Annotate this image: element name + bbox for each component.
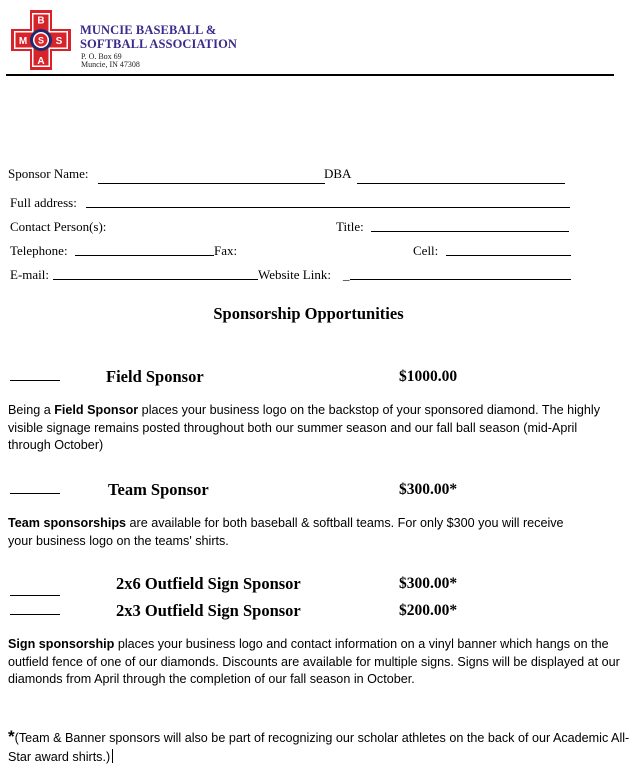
- email-label: E-mail:: [10, 267, 49, 282]
- logo-letter-right: S: [55, 36, 63, 47]
- sponsor-name-field[interactable]: [98, 183, 325, 184]
- title-label: Title:: [336, 219, 364, 234]
- footnote-asterisk: *: [8, 727, 15, 746]
- website-label: Website Link:: [258, 267, 331, 282]
- org-name-line1: MUNCIE BASEBALL &: [80, 23, 217, 37]
- dba-label: DBA: [324, 166, 352, 181]
- website-field[interactable]: [350, 279, 571, 280]
- contact-person-label: Contact Person(s):: [10, 219, 107, 234]
- sponsor-name-label: Sponsor Name:: [8, 166, 89, 181]
- footnote: [8, 728, 633, 766]
- full-address-field[interactable]: [86, 207, 570, 208]
- text-cursor: [112, 749, 113, 763]
- team-sponsor-title: Team Sponsor: [108, 480, 209, 499]
- field-sponsor-price: $1000.00: [399, 368, 458, 385]
- sign-2x6-checkbox-line[interactable]: [10, 595, 60, 596]
- sign-2x3-title: 2x3 Outfield Sign Sponsor: [116, 601, 301, 620]
- team-sponsor-checkbox-line[interactable]: [10, 493, 60, 494]
- telephone-field[interactable]: [75, 255, 214, 256]
- fax-label: Fax:: [214, 243, 238, 258]
- title-field[interactable]: [371, 231, 569, 232]
- org-name-line2: SOFTBALL ASSOCIATION: [80, 37, 238, 51]
- team-sponsor-description: Team sponsorships are available for both baseball & softball teams. For only $300 you will receive your business logo on the teams' shirts.: [8, 516, 564, 548]
- cell-label: Cell:: [413, 243, 439, 258]
- field-sponsor-description: Being a Field Sponsor places your business logo on the backstop of your sponsored diamond. The highly visible signage remains posted throughout both our summer season and our fall ball season (mid-April through October): [8, 403, 601, 453]
- sign-sponsor-description: Sign sponsorship places your business logo and contact information on a vinyl banner which hangs on the outfield fence of one of our diamonds. Discounts are available for multiple signs. Signs will be displayed at our diamonds from April through the completion of our fall season in October.: [8, 637, 620, 687]
- field-sponsor-title: Field Sponsor: [106, 367, 204, 386]
- sign-2x3-price: $200.00*: [399, 602, 458, 619]
- dba-field[interactable]: [357, 183, 565, 184]
- website-prefix: _: [343, 267, 350, 282]
- cell-field[interactable]: [446, 255, 571, 256]
- logo-letter-left: M: [18, 36, 28, 47]
- sign-2x3-checkbox-line[interactable]: [10, 614, 60, 615]
- telephone-label: Telephone:: [10, 243, 68, 258]
- logo-letter-top: B: [37, 15, 45, 27]
- footnote-text: (Team & Banner sponsors will also be part of recognizing our scholar athletes on the back of our Academic All-Star award shirts.): [8, 731, 630, 764]
- section-title: Sponsorship Opportunities: [213, 304, 404, 323]
- full-address-label: Full address:: [10, 195, 77, 210]
- org-address-line1: P. O. Box 69: [81, 52, 122, 61]
- header-divider: [6, 74, 614, 76]
- logo-letter-center: S: [37, 35, 45, 46]
- org-address-line2: Muncie, IN 47308: [81, 60, 140, 69]
- email-field[interactable]: [53, 279, 258, 280]
- field-sponsor-checkbox-line[interactable]: [10, 380, 60, 381]
- association-logo: [10, 9, 72, 71]
- team-sponsor-price: $300.00*: [399, 481, 458, 498]
- sign-2x6-title: 2x6 Outfield Sign Sponsor: [116, 574, 301, 593]
- logo-letter-bottom: A: [37, 56, 45, 67]
- sign-2x6-price: $300.00*: [399, 575, 458, 592]
